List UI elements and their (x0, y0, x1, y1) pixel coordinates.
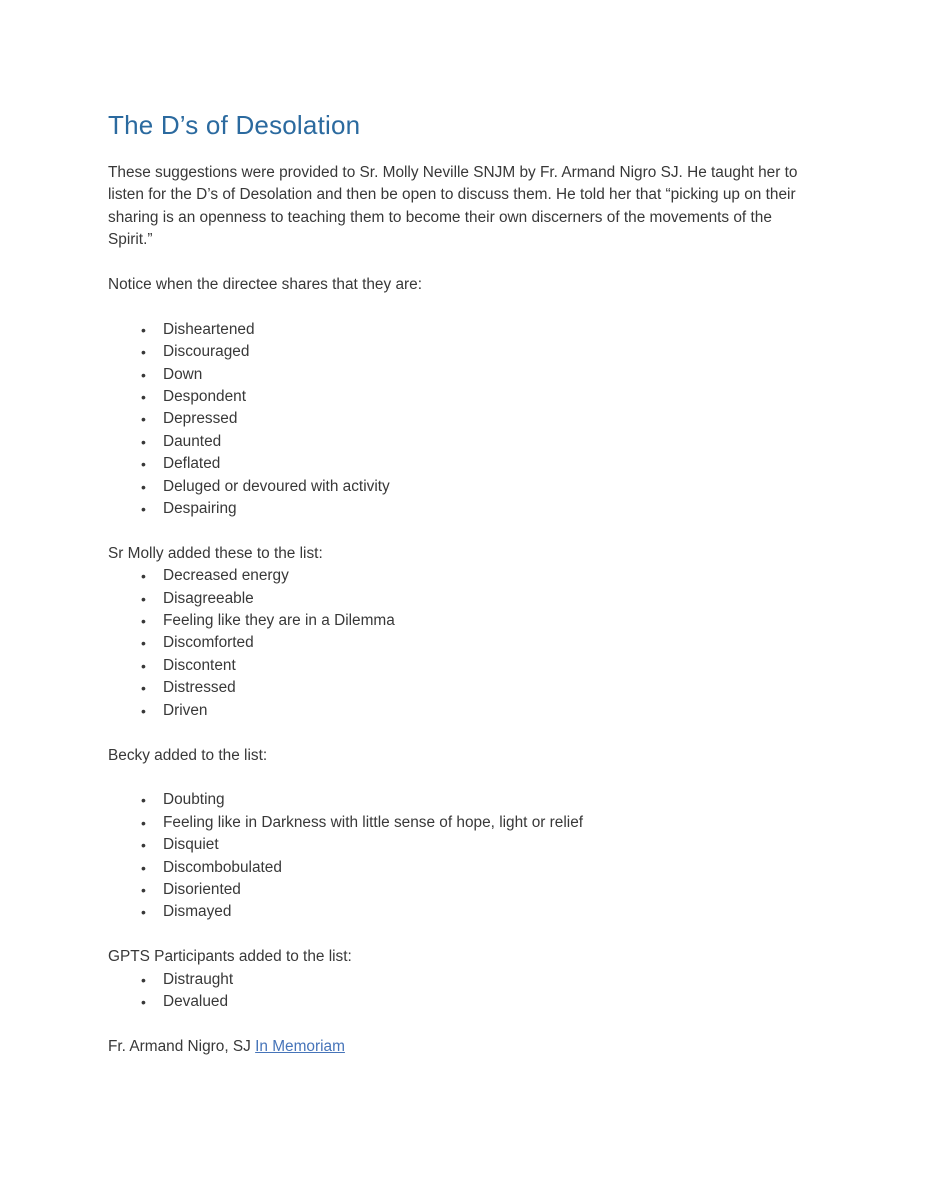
list-item (108, 632, 820, 654)
bullet-icon: • (141, 635, 146, 652)
bullet-icon: • (141, 904, 146, 921)
bullet-icon: • (141, 837, 146, 854)
bullet-icon: • (141, 411, 146, 428)
list-item-text: Discontent (163, 656, 236, 674)
list-item-text: Deluged or devoured with activity (163, 477, 390, 495)
sections (108, 274, 820, 1013)
bullet-icon: • (141, 993, 146, 1010)
list-item-text: Decreased energy (163, 567, 289, 585)
list-item (108, 700, 820, 722)
list-item-text: Distressed (163, 679, 236, 697)
bullet-icon: • (141, 792, 146, 809)
bullet-icon: • (141, 881, 146, 898)
bullet-icon: • (141, 366, 146, 383)
intro-paragraph: These suggestions were provided to Sr. Molly Neville SNJM by Fr. Armand Nigro SJ. He taught her to listen for the D’s of Desolation and then be open to discuss them. He told her that “picking up on their sharing is an openness to teaching them to become their own discerners of the movements of the Spirit.” (108, 164, 798, 249)
list-item-text: Dismayed (163, 903, 232, 921)
list-item (108, 901, 820, 923)
document-content (108, 110, 820, 1058)
list-item-text: Disoriented (163, 880, 241, 898)
bullet-list (108, 565, 820, 722)
list-item (108, 834, 820, 856)
section-heading: Notice when the directee shares that they are: (108, 276, 422, 294)
page-title: The D’s of Desolation (108, 110, 361, 140)
list-item-text: Distraught (163, 970, 234, 988)
bullet-icon: • (141, 568, 146, 585)
bullet-icon: • (141, 680, 146, 697)
list-item-text: Feeling like in Darkness with little sense of hope, light or relief (163, 813, 584, 831)
section (108, 946, 820, 1013)
section (108, 543, 820, 722)
bullet-icon: • (141, 501, 146, 518)
bullet-list (108, 319, 820, 521)
list-item (108, 408, 820, 430)
list-item (108, 476, 820, 498)
list-item-text: Despairing (163, 500, 237, 518)
list-item (108, 857, 820, 879)
list-item-text: Doubting (163, 791, 225, 809)
list-item (108, 610, 820, 632)
bullet-icon: • (141, 456, 146, 473)
bullet-icon: • (141, 344, 146, 361)
list-item (108, 319, 820, 341)
section (108, 274, 820, 520)
list-item-text: Despondent (163, 388, 247, 406)
in-memoriam-link[interactable]: In Memoriam (255, 1037, 345, 1055)
list-item (108, 789, 820, 811)
list-item (108, 655, 820, 677)
attribution-text: Fr. Armand Nigro, SJ (108, 1037, 256, 1055)
list-item (108, 364, 820, 386)
bullet-icon: • (141, 433, 146, 450)
list-item (108, 812, 820, 834)
list-item (108, 588, 820, 610)
section-heading: Sr Molly added these to the list: (108, 544, 323, 562)
list-item (108, 991, 820, 1013)
bullet-icon: • (141, 478, 146, 495)
section-heading: Becky added to the list: (108, 746, 268, 764)
list-item (108, 386, 820, 408)
bullet-icon: • (141, 321, 146, 338)
list-item-text: Disquiet (163, 836, 219, 854)
list-item (108, 879, 820, 901)
list-item-text: Driven (163, 701, 208, 719)
list-item (108, 431, 820, 453)
bullet-icon: • (141, 702, 146, 719)
list-item-text: Disheartened (163, 320, 255, 338)
list-item-text: Daunted (163, 432, 222, 450)
bullet-icon: • (141, 859, 146, 876)
bullet-icon: • (141, 971, 146, 988)
list-item (108, 453, 820, 475)
bullet-icon: • (141, 389, 146, 406)
list-item-text: Discouraged (163, 343, 250, 361)
bullet-icon: • (141, 613, 146, 630)
list-item-text: Discombobulated (163, 858, 282, 876)
list-item-text: Devalued (163, 992, 229, 1010)
list-item-text: Down (163, 365, 203, 383)
list-item-text: Feeling like they are in a Dilemma (163, 612, 395, 630)
list-item (108, 969, 820, 991)
list-item-text: Discomforted (163, 634, 254, 652)
section-heading: GPTS Participants added to the list: (108, 948, 352, 966)
section (108, 745, 820, 924)
list-item-text: Disagreeable (163, 589, 254, 607)
bullet-icon: • (141, 590, 146, 607)
bullet-icon: • (141, 657, 146, 674)
list-item-text: Deflated (163, 455, 221, 473)
bullet-icon: • (141, 814, 146, 831)
list-item-text: Depressed (163, 410, 238, 428)
attribution-line (108, 1036, 820, 1058)
list-item (108, 565, 820, 587)
bullet-list (108, 789, 820, 923)
list-item (108, 341, 820, 363)
list-item (108, 677, 820, 699)
list-item (108, 498, 820, 520)
bullet-list (108, 969, 820, 1014)
